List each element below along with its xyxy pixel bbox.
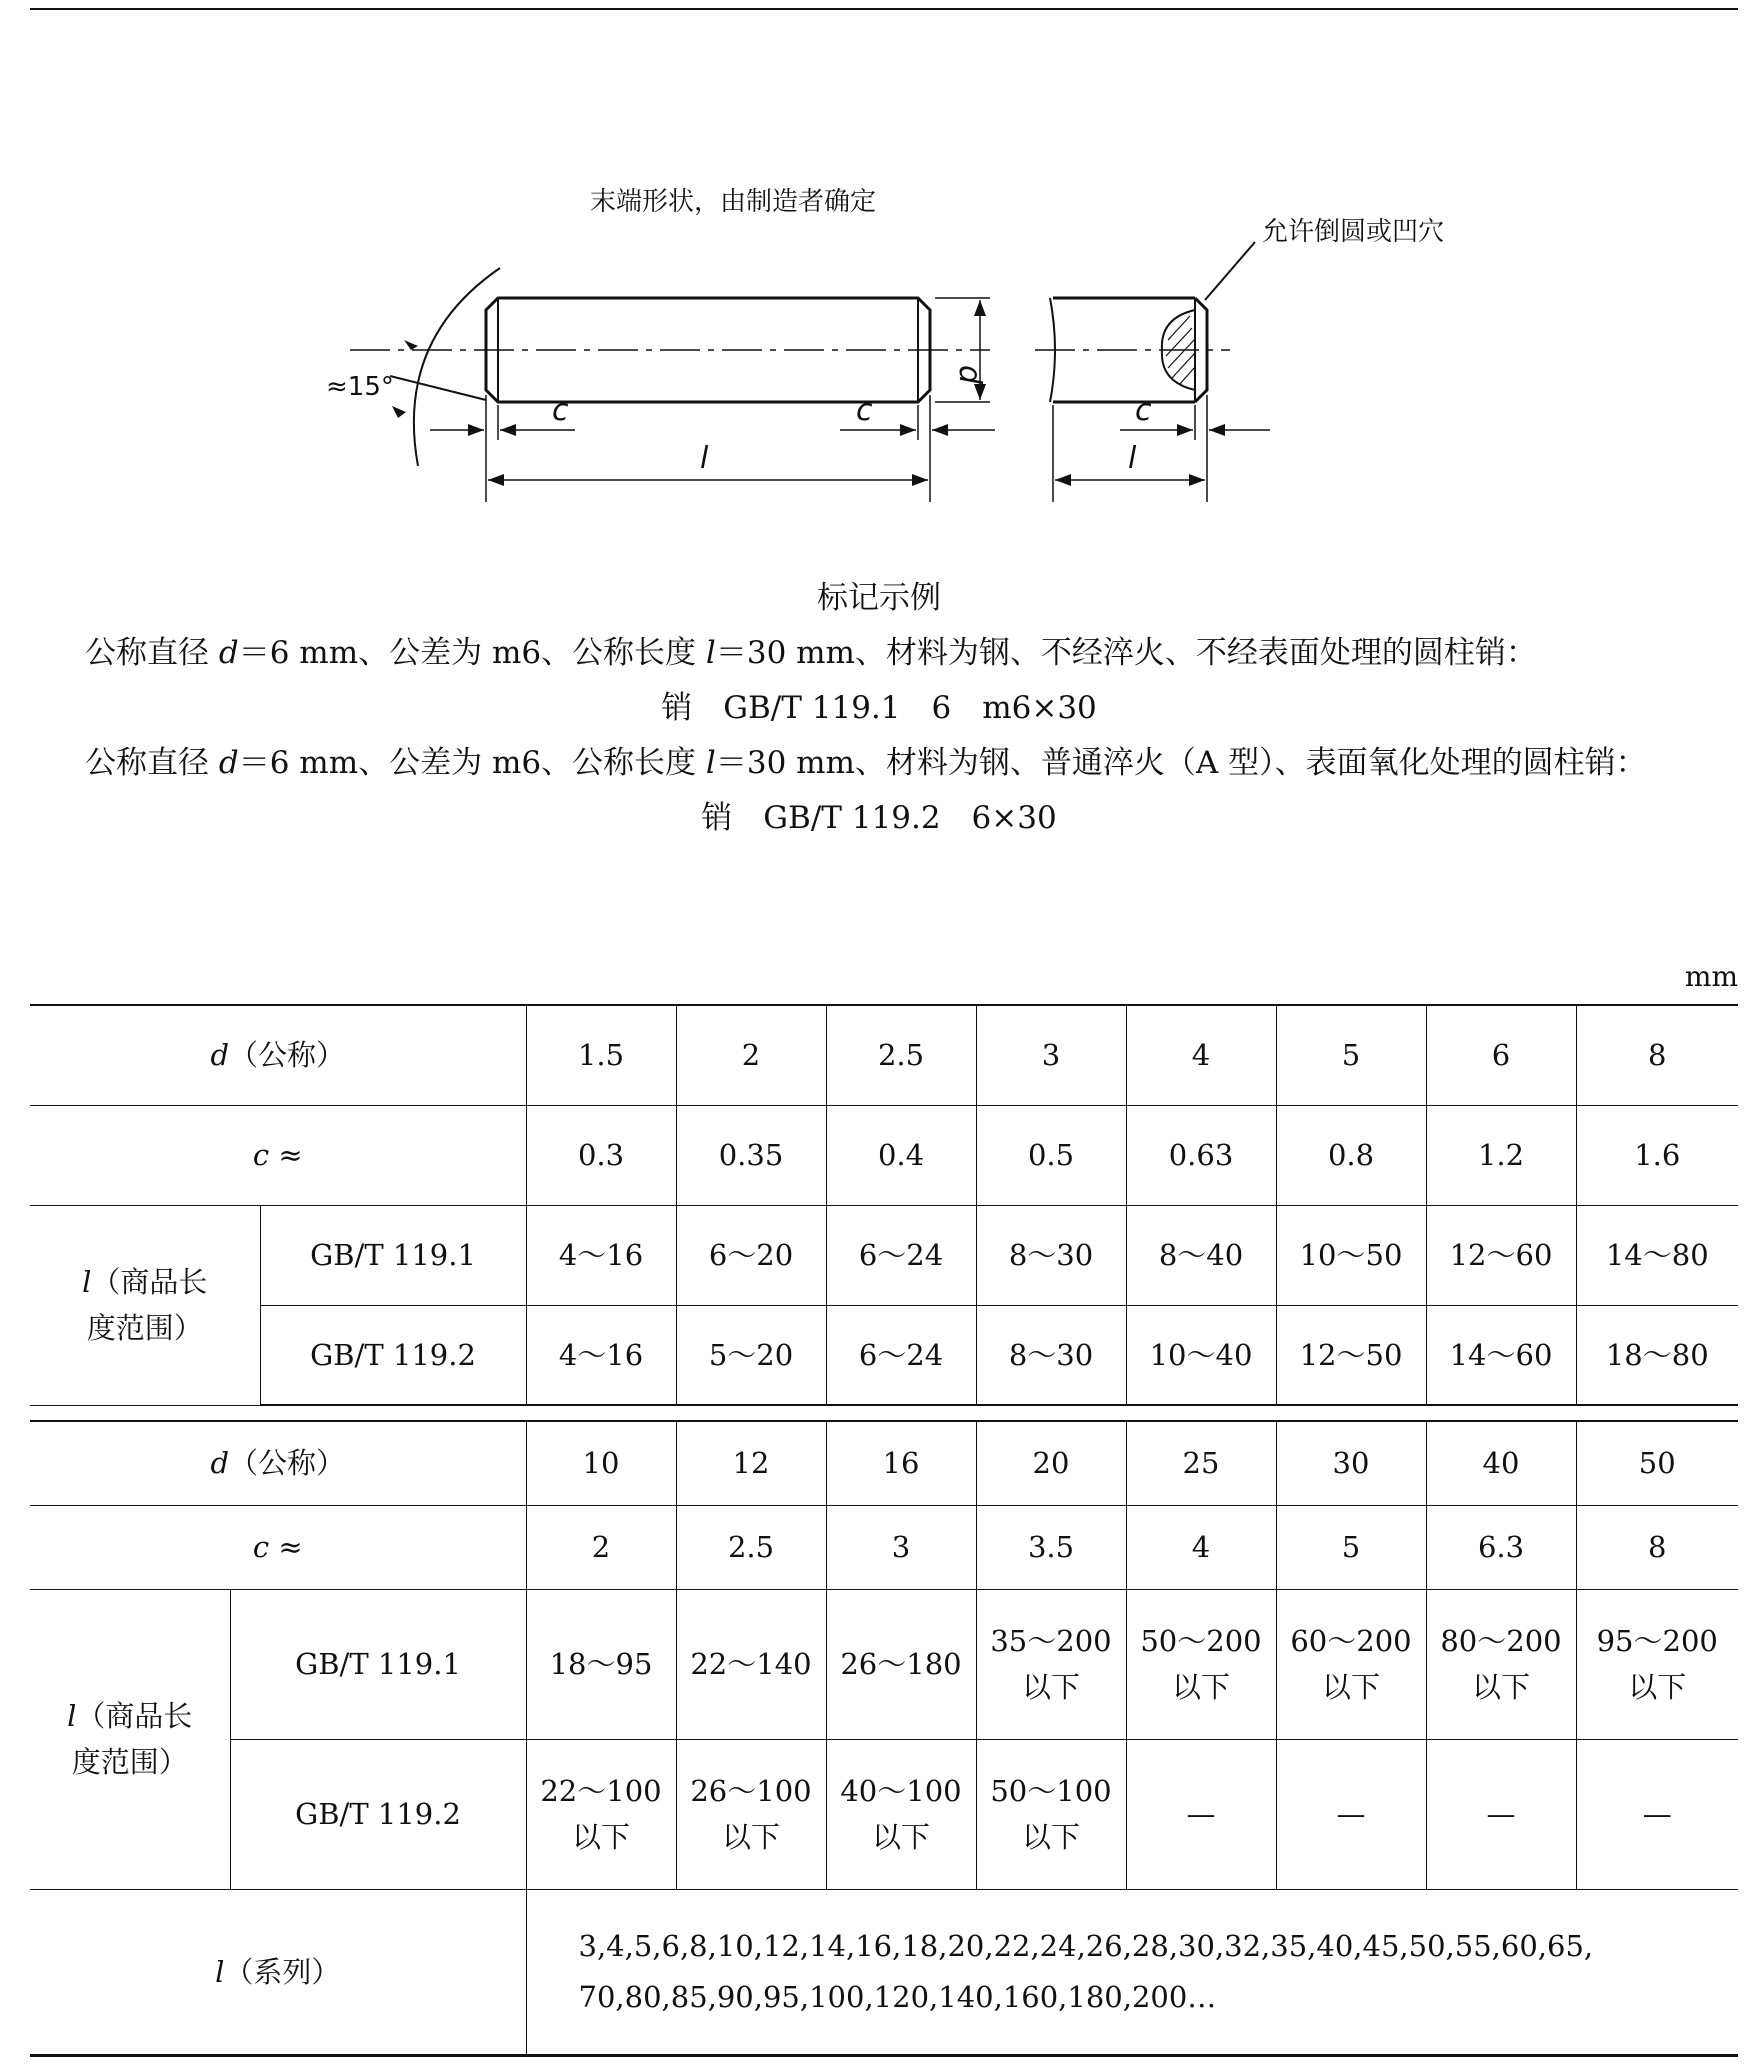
value-text: 25 — [1182, 1446, 1220, 1481]
value-text: 0.35 — [718, 1137, 784, 1172]
value-text: 50 — [1638, 1446, 1676, 1481]
value-text: 0.3 — [577, 1137, 625, 1172]
dim-d-arrow-top — [974, 300, 986, 316]
value-cell — [1276, 1505, 1426, 1589]
value-cell — [1576, 1739, 1738, 1889]
value-cell — [1126, 1205, 1276, 1305]
value-cell — [1426, 1005, 1576, 1105]
value-cell — [1126, 1105, 1276, 1205]
value-cell — [976, 1105, 1126, 1205]
p1-mid: ＝6 mm、公差为 m6、公称长度 — [238, 635, 706, 671]
c-label-text: ≈ — [269, 1137, 303, 1172]
angle-label: ≈15° — [326, 372, 394, 402]
value-text: 16 — [882, 1446, 920, 1481]
note-end-shape: 末端形状，由制造者确定 — [590, 187, 877, 217]
marking-2: 销 GB/T 119.2 6×30 — [701, 800, 1057, 836]
detail-dim-c-label: c — [1135, 393, 1152, 428]
value-text: 10 — [582, 1446, 620, 1481]
value-text-line2: 以下 — [1628, 1670, 1687, 1704]
value-text: 6.3 — [1477, 1529, 1525, 1564]
value-text: 2.5 — [727, 1529, 775, 1564]
value-cell — [676, 1105, 826, 1205]
p1-d-var: d — [218, 635, 239, 671]
value-text: 12 — [732, 1446, 770, 1481]
value-text: 10～50 — [1299, 1237, 1403, 1272]
value-text: 14～80 — [1605, 1237, 1709, 1272]
p2-l-var: l — [705, 745, 716, 781]
value-text-line2: 以下 — [1021, 1820, 1080, 1854]
value-cell — [826, 1589, 976, 1739]
arrow-c1 — [468, 424, 484, 436]
value-text: 0.8 — [1327, 1137, 1375, 1172]
p1-prefix: 公称直径 — [85, 635, 219, 671]
label-l-series — [30, 1889, 526, 2055]
value-cell — [676, 1005, 826, 1105]
value-cell — [526, 1505, 676, 1589]
arrow-c2 — [500, 424, 516, 436]
value-text: 6～24 — [858, 1237, 944, 1272]
value-text: 3 — [1041, 1038, 1061, 1073]
label-std2-2: GB/T 119.2 — [230, 1739, 526, 1889]
label-c — [30, 1105, 526, 1205]
value-text: 8～30 — [1008, 1237, 1094, 1272]
hatch-5 — [1180, 368, 1194, 384]
label-std2: GB/T 119.2 — [260, 1305, 526, 1405]
p2-suffix: ＝30 mm、材料为钢、普通淬火（A 型）、表面氧化处理的圆柱销： — [715, 745, 1647, 781]
value-cell — [1276, 1105, 1426, 1205]
label-l-range-2 — [30, 1589, 230, 1889]
l-label-a: （商品长 — [91, 1264, 208, 1299]
value-text: 0.4 — [877, 1137, 925, 1172]
value-cell — [826, 1205, 976, 1305]
value-text-line2: 以下 — [1471, 1670, 1530, 1704]
value-text: 4～16 — [558, 1237, 644, 1272]
value-cell — [826, 1739, 976, 1889]
value-cell — [1426, 1205, 1576, 1305]
l-var-2: l — [67, 1698, 77, 1733]
value-cell — [1276, 1205, 1426, 1305]
value-text: 8～40 — [1158, 1237, 1244, 1272]
value-text: — — [1186, 1796, 1216, 1831]
value-cell — [1276, 1305, 1426, 1405]
example-caption: 标记示例 — [817, 580, 941, 616]
value-text: 5～20 — [708, 1337, 794, 1372]
row-l-std2 — [30, 1305, 1738, 1405]
value-text: 50～100 — [990, 1773, 1112, 1808]
value-cell — [976, 1305, 1126, 1405]
value-cell — [1126, 1739, 1276, 1889]
value-cell — [976, 1739, 1126, 1889]
value-text: 5 — [1341, 1529, 1361, 1564]
value-cell — [1426, 1739, 1576, 1889]
row-l-series — [30, 1889, 1738, 2055]
series-line-1: 3,4,5,6,8,10,12,14,16,18,20,22,24,26,28,30,32,35,40,45,50,55,60,65, — [578, 1929, 1594, 1963]
value-text-line2: 以下 — [1171, 1670, 1230, 1704]
value-cell — [1426, 1589, 1576, 1739]
angle-arrow-top — [404, 340, 418, 350]
value-text: 40～100 — [840, 1773, 962, 1808]
series-label-text: （系列） — [224, 1954, 341, 1989]
value-text: 22～100 — [540, 1773, 662, 1808]
value-cell — [1576, 1305, 1738, 1405]
label-d-nominal — [30, 1005, 526, 1105]
label-std1: GB/T 119.1 — [260, 1205, 526, 1305]
value-cell — [526, 1005, 676, 1105]
value-text: 2.5 — [877, 1038, 925, 1073]
dim-c-label-left: c — [552, 393, 569, 428]
value-cell — [676, 1205, 826, 1305]
angle-arrow-bottom — [392, 406, 406, 418]
value-cell — [826, 1105, 976, 1205]
value-cell — [676, 1505, 826, 1589]
value-cell — [826, 1421, 976, 1505]
row-d-nominal-2 — [30, 1421, 1738, 1505]
value-text: 60～200 — [1290, 1623, 1412, 1658]
row-l-std2-2 — [30, 1739, 1738, 1889]
value-text: 50～200 — [1140, 1623, 1262, 1658]
value-text-line2: 以下 — [871, 1820, 930, 1854]
value-cell — [976, 1205, 1126, 1305]
value-cell — [1126, 1589, 1276, 1739]
value-text: 6～24 — [858, 1337, 944, 1372]
value-cell — [676, 1305, 826, 1405]
arrow-l2 — [912, 474, 928, 486]
example-paragraph-2 — [85, 737, 1725, 782]
value-text: — — [1642, 1796, 1672, 1831]
pin-drawing — [0, 150, 1758, 530]
value-text: 30 — [1332, 1446, 1370, 1481]
value-cell — [1576, 1589, 1738, 1739]
hatch-1 — [1168, 316, 1190, 340]
value-text: 2 — [591, 1529, 611, 1564]
angle-line — [390, 376, 486, 400]
value-text-line2: 以下 — [571, 1820, 630, 1854]
c-label-text-2: ≈ — [269, 1529, 303, 1564]
row-c — [30, 1105, 1738, 1205]
value-cell — [526, 1105, 676, 1205]
value-text: 4 — [1191, 1038, 1211, 1073]
value-text: 3.5 — [1027, 1529, 1075, 1564]
value-cell — [1126, 1505, 1276, 1589]
value-cell — [526, 1589, 676, 1739]
label-std1-2: GB/T 119.1 — [230, 1589, 526, 1739]
value-cell — [1576, 1421, 1738, 1505]
value-cell — [1126, 1005, 1276, 1105]
d-var: d — [210, 1038, 230, 1073]
value-cell — [976, 1505, 1126, 1589]
arrow-l1 — [488, 474, 504, 486]
value-text: 80～200 — [1440, 1623, 1562, 1658]
value-cell — [526, 1305, 676, 1405]
dim-c-label-right: c — [856, 393, 873, 428]
top-rule — [30, 8, 1738, 10]
value-text: 26～100 — [690, 1773, 812, 1808]
value-cell — [1576, 1505, 1738, 1589]
value-text-line2: 以下 — [1321, 1670, 1380, 1704]
p1-l-var: l — [705, 635, 716, 671]
value-cell — [1576, 1005, 1738, 1105]
value-text-line2: 以下 — [1021, 1670, 1080, 1704]
value-text: 95～200 — [1596, 1623, 1718, 1658]
d-label-text: （公称） — [229, 1038, 346, 1073]
value-text: 4 — [1191, 1529, 1211, 1564]
value-text: 18～80 — [1605, 1337, 1709, 1372]
value-text: 22～140 — [690, 1646, 812, 1681]
arrow-c3 — [900, 424, 916, 436]
value-text: 8 — [1648, 1529, 1667, 1564]
dim-l-label: l — [700, 441, 709, 476]
value-text: 5 — [1341, 1038, 1361, 1073]
value-cell — [676, 1421, 826, 1505]
detail-arrow-c1 — [1177, 424, 1193, 436]
hatch-2 — [1166, 328, 1192, 356]
label-l-range — [30, 1205, 260, 1405]
c-var: c — [252, 1137, 270, 1172]
value-text: 18～95 — [549, 1646, 653, 1681]
value-text: 12～50 — [1299, 1337, 1403, 1372]
value-cell — [676, 1739, 826, 1889]
row-l-std1-2 — [30, 1589, 1738, 1739]
pin-drawing-svg — [0, 150, 1758, 530]
label-d-nominal-2 — [30, 1421, 526, 1505]
value-text: 12～60 — [1449, 1237, 1553, 1272]
row-l-std1 — [30, 1205, 1738, 1305]
value-cell — [976, 1005, 1126, 1105]
hatch-3 — [1168, 340, 1194, 368]
detail-arrow-l2 — [1189, 474, 1205, 486]
d-var-2: d — [210, 1446, 230, 1481]
value-text: 10～40 — [1149, 1337, 1253, 1372]
example-paragraph-1 — [85, 627, 1725, 672]
value-cell — [1426, 1505, 1576, 1589]
hatch-4 — [1172, 354, 1194, 378]
value-text-line2: 以下 — [721, 1820, 780, 1854]
spec-table-part-1 — [30, 1004, 1738, 1406]
arrow-c4 — [932, 424, 948, 436]
value-cell — [1276, 1589, 1426, 1739]
p2-prefix: 公称直径 — [85, 745, 219, 781]
dim-d-label: d — [952, 365, 987, 385]
p2-d-var: d — [218, 745, 239, 781]
marking-1: 销 GB/T 119.1 6 m6×30 — [661, 690, 1097, 726]
value-cell — [1426, 1305, 1576, 1405]
l-var: l — [82, 1264, 92, 1299]
detail-arrow-c2 — [1209, 424, 1225, 436]
value-text: 1.5 — [577, 1038, 625, 1073]
value-text: 0.5 — [1027, 1137, 1075, 1172]
value-cell — [526, 1205, 676, 1305]
value-cell — [1426, 1105, 1576, 1205]
row-c-2 — [30, 1505, 1738, 1589]
value-cell — [1276, 1739, 1426, 1889]
value-text: 1.2 — [1477, 1137, 1525, 1172]
value-cell — [976, 1589, 1126, 1739]
detail-arrow-l1 — [1055, 474, 1071, 486]
row-d-nominal — [30, 1005, 1738, 1105]
value-text: 1.6 — [1634, 1137, 1681, 1172]
value-cell — [976, 1421, 1126, 1505]
value-text: — — [1486, 1796, 1516, 1831]
series-line-2: 70,80,85,90,95,100,120,140,160,180,200… — [578, 1979, 1217, 2014]
p1-suffix: ＝30 mm、材料为钢、不经淬火、不经表面处理的圆柱销： — [715, 635, 1537, 671]
value-cell — [1276, 1005, 1426, 1105]
l-label-a-2: （商品长 — [76, 1698, 193, 1733]
value-text: 14～60 — [1449, 1337, 1553, 1372]
value-cell — [826, 1005, 976, 1105]
value-cell — [1276, 1421, 1426, 1505]
value-text: 0.63 — [1168, 1137, 1234, 1172]
value-cell — [1576, 1205, 1738, 1305]
value-cell — [1576, 1105, 1738, 1205]
value-text: 40 — [1482, 1446, 1520, 1481]
chamfer-leader — [1205, 242, 1255, 300]
value-text: 20 — [1032, 1446, 1070, 1481]
detail-dim-l-label: l — [1128, 441, 1137, 476]
value-cell — [676, 1589, 826, 1739]
value-cell — [1126, 1421, 1276, 1505]
value-text: 35～200 — [990, 1623, 1112, 1658]
value-text: — — [1336, 1796, 1366, 1831]
bottom-rule — [30, 2054, 1738, 2057]
label-c-2 — [30, 1505, 526, 1589]
value-cell — [1426, 1421, 1576, 1505]
value-text: 8 — [1648, 1038, 1667, 1073]
value-cell — [826, 1305, 976, 1405]
l-label-b-2: 度范围） — [71, 1745, 188, 1779]
value-text: 3 — [891, 1529, 911, 1564]
spec-table-part-2 — [30, 1420, 1738, 2056]
series-l-var: l — [215, 1954, 225, 1989]
value-text: 26～180 — [840, 1646, 962, 1681]
value-cell — [526, 1739, 676, 1889]
value-cell — [1126, 1305, 1276, 1405]
value-text: 8～30 — [1008, 1337, 1094, 1372]
dim-d-arrow-bottom — [974, 384, 986, 400]
l-label-b: 度范围） — [86, 1311, 203, 1345]
c-var-2: c — [252, 1529, 270, 1564]
value-text: 6～20 — [708, 1237, 794, 1272]
value-text: 4～16 — [558, 1337, 644, 1372]
l-series-values — [526, 1889, 1738, 2055]
value-text: 2 — [741, 1038, 761, 1073]
value-cell — [826, 1505, 976, 1589]
value-text: 6 — [1491, 1038, 1511, 1073]
p2-mid: ＝6 mm、公差为 m6、公称长度 — [238, 745, 706, 781]
note-chamfer: 允许倒圆或凹穴 — [1262, 217, 1445, 247]
value-cell — [526, 1421, 676, 1505]
d-label-text-2: （公称） — [229, 1446, 346, 1481]
unit-label: mm — [1684, 960, 1738, 993]
